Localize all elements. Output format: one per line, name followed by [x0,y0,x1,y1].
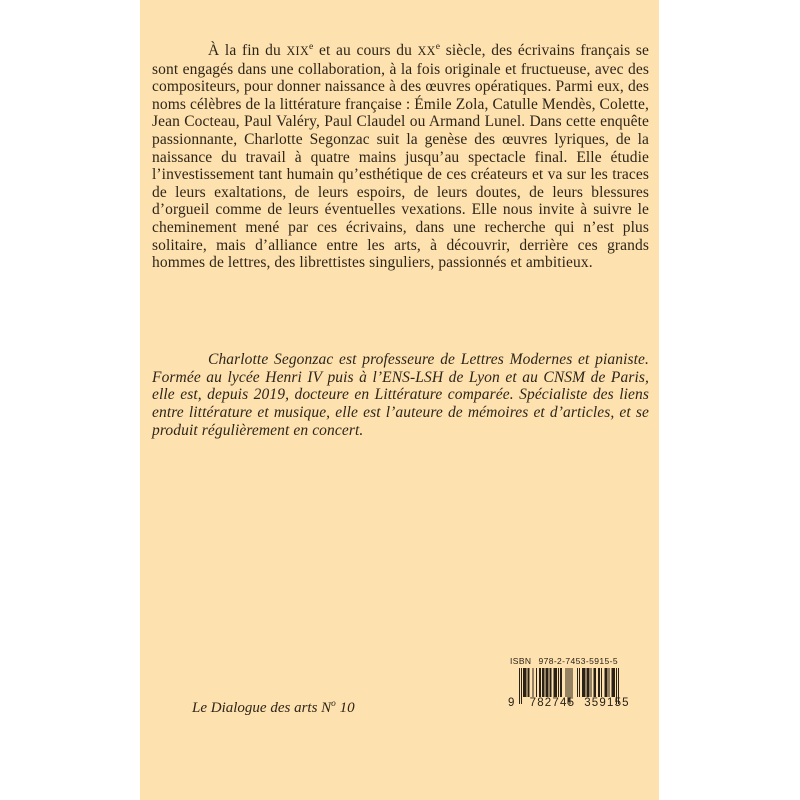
ordinal-superscript: e [435,40,441,52]
ordinal-superscript: o [331,699,336,709]
roman-numeral-19: XIX [286,44,310,58]
book-back-cover [140,0,659,800]
author-bio-paragraph: Charlotte Segonzac est professeure de Lettres Modernes et pianiste. Formée au lycée Henri IV puis à l’ENS-LSH de Lyon et au CNSM de Paris, elle est, depuis 2019, docteure en Littérature comparée. Spécialiste des liens entre littérature et musique, elle est l’auteure de mémoires et d’articles, et se produit régulièrement en concert. [152,351,649,439]
isbn-line [506,656,622,666]
series-title [192,700,355,717]
isbn-value: 978-2-7453-5915-5 [538,656,619,666]
roman-numeral-20: XX [417,44,436,58]
series-number: 10 [335,700,355,716]
synopsis-text: À la fin du [208,42,287,59]
barcode-digit-group: 359155 [584,697,630,709]
series-title-text: Le Dialogue des arts N [192,700,332,716]
barcode-digit-group: 9 [508,697,516,709]
synopsis-paragraph [152,42,649,272]
synopsis-text: siècle, des écrivains français se sont engagés dans une collaboration, à la fois originale et fructueuse, avec des compositeurs, pour donner naissance à des œuvres opératiques. Parmi eux, des noms célèbres de la littérature française : Émile Zola, Catulle Mendès, Colette, Jean Cocteau, Paul Valéry, Paul Claudel ou Armand Lunel. Dans cette enquête passionnante, Charlotte Segonzac suit la genèse des œuvres lyriques, de la naissance du travail à quatre mains jusqu’au spectacle final. Elle étudie l’investissement tant humain qu’esthétique de ces créateurs et va sur les traces de leurs exaltations, de leurs espoirs, de leurs doutes, de leurs blessures d’orgueil comme de leurs éventuelles vexations. Elle nous invite à suivre le cheminement mené par ces écrivains, dans une recherche qui n’est plus solitaire, mais d’alliance entre les arts, à découvrir, derrière ces grands hommes de lettres, des librettistes singuliers, passionnés et ambitieux. [152,42,649,272]
ordinal-superscript: e [309,40,314,52]
isbn-label: ISBN [509,656,532,666]
barcode-digits [506,697,630,709]
synopsis-text: et au cours du [313,42,418,59]
barcode-digit-group: 782745 [529,697,576,709]
barcode-block [506,656,630,709]
